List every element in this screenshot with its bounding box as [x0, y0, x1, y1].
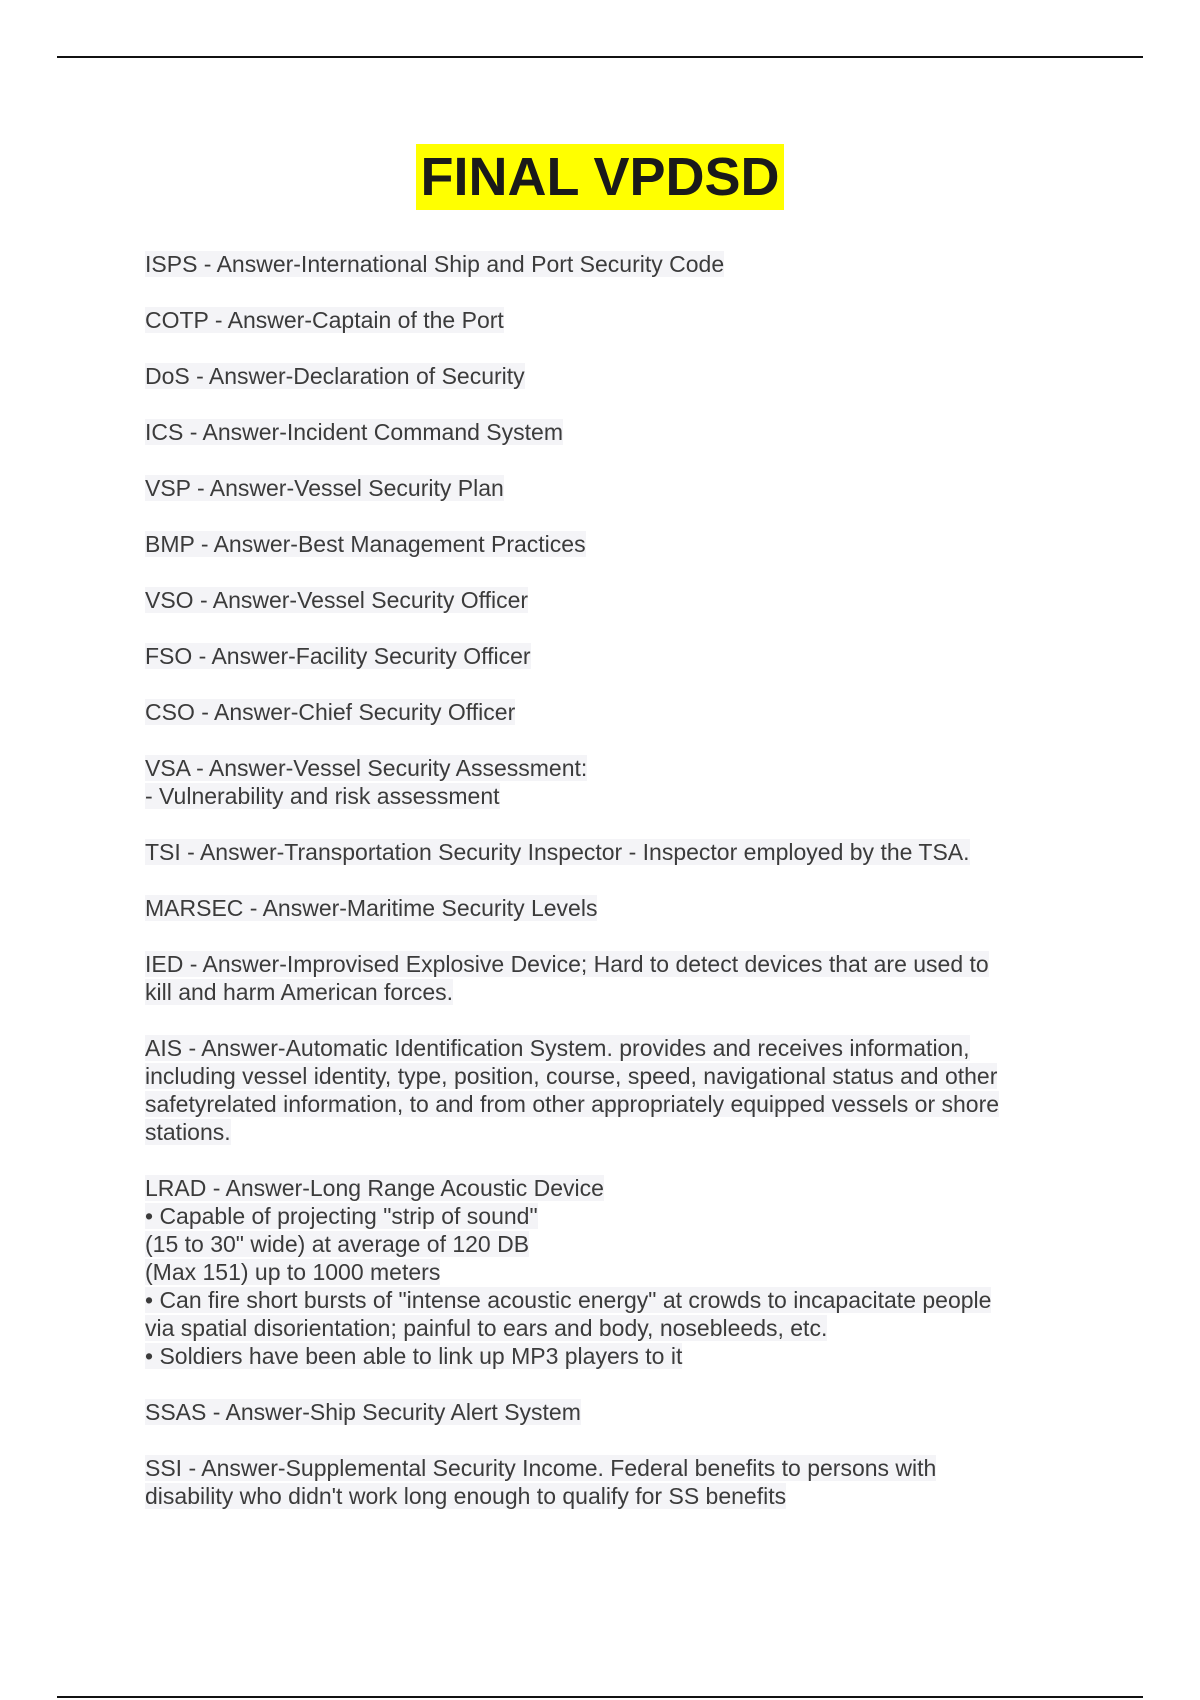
entry-line: via spatial disorientation; painful to ears and body, nosebleeds, etc.: [145, 1315, 828, 1341]
entry-line: CSO - Answer-Chief Security Officer: [145, 699, 516, 725]
entry-line: • Soldiers have been able to link up MP3 players to it: [145, 1343, 683, 1369]
entry-line: TSI - Answer-Transportation Security Inspector - Inspector employed by the TSA.: [145, 839, 970, 865]
entry-line: - Vulnerability and risk assessment: [145, 783, 500, 809]
top-rule: [57, 56, 1143, 58]
list-item: [145, 1454, 1045, 1510]
list-item: [145, 1034, 1045, 1146]
entry-line: • Can fire short bursts of "intense acoustic energy" at crowds to incapacitate people: [145, 1287, 992, 1313]
entry-line: SSI - Answer-Supplemental Security Income. Federal benefits to persons with: [145, 1455, 937, 1481]
entry-line: VSO - Answer-Vessel Security Officer: [145, 587, 529, 613]
entry-line: AIS - Answer-Automatic Identification System. provides and receives information,: [145, 1035, 970, 1061]
list-item: [145, 250, 1045, 278]
entry-line: LRAD - Answer-Long Range Acoustic Device: [145, 1175, 604, 1201]
list-item: [145, 530, 1045, 558]
entry-line: DoS - Answer-Declaration of Security: [145, 363, 525, 389]
entry-line: ICS - Answer-Incident Command System: [145, 419, 563, 445]
list-item: [145, 894, 1045, 922]
entry-line: BMP - Answer-Best Management Practices: [145, 531, 586, 557]
list-item: [145, 586, 1045, 614]
entry-line: ISPS - Answer-International Ship and Port Security Code: [145, 251, 725, 277]
list-item: [145, 698, 1045, 726]
entry-line: including vessel identity, type, position, course, speed, navigational status and other: [145, 1063, 998, 1089]
list-item: [145, 754, 1045, 810]
entry-line: (Max 151) up to 1000 meters: [145, 1259, 441, 1285]
bottom-rule: [57, 1696, 1143, 1698]
list-item: [145, 950, 1045, 1006]
entry-line: FSO - Answer-Facility Security Officer: [145, 643, 531, 669]
entry-line: (15 to 30" wide) at average of 120 DB: [145, 1231, 530, 1257]
list-item: [145, 1174, 1045, 1370]
entry-line: • Capable of projecting "strip of sound": [145, 1203, 538, 1229]
entry-line: kill and harm American forces.: [145, 979, 454, 1005]
list-item: [145, 418, 1045, 446]
entry-line: COTP - Answer-Captain of the Port: [145, 307, 504, 333]
list-item: [145, 474, 1045, 502]
entry-line: VSP - Answer-Vessel Security Plan: [145, 475, 504, 501]
entry-line: safetyrelated information, to and from other appropriately equipped vessels or shore: [145, 1091, 1000, 1117]
list-item: [145, 306, 1045, 334]
entry-list: [145, 250, 1045, 1538]
entry-line: MARSEC - Answer-Maritime Security Levels: [145, 895, 598, 921]
title-container: [0, 144, 1200, 210]
list-item: [145, 642, 1045, 670]
entry-line: SSAS - Answer-Ship Security Alert System: [145, 1399, 581, 1425]
entry-line: VSA - Answer-Vessel Security Assessment:: [145, 755, 588, 781]
entry-line: disability who didn't work long enough to qualify for SS benefits: [145, 1483, 787, 1509]
list-item: [145, 362, 1045, 390]
list-item: [145, 838, 1045, 866]
page-title: FINAL VPDSD: [416, 144, 783, 210]
list-item: [145, 1398, 1045, 1426]
entry-line: stations.: [145, 1119, 231, 1145]
entry-line: IED - Answer-Improvised Explosive Device; Hard to detect devices that are used to: [145, 951, 989, 977]
